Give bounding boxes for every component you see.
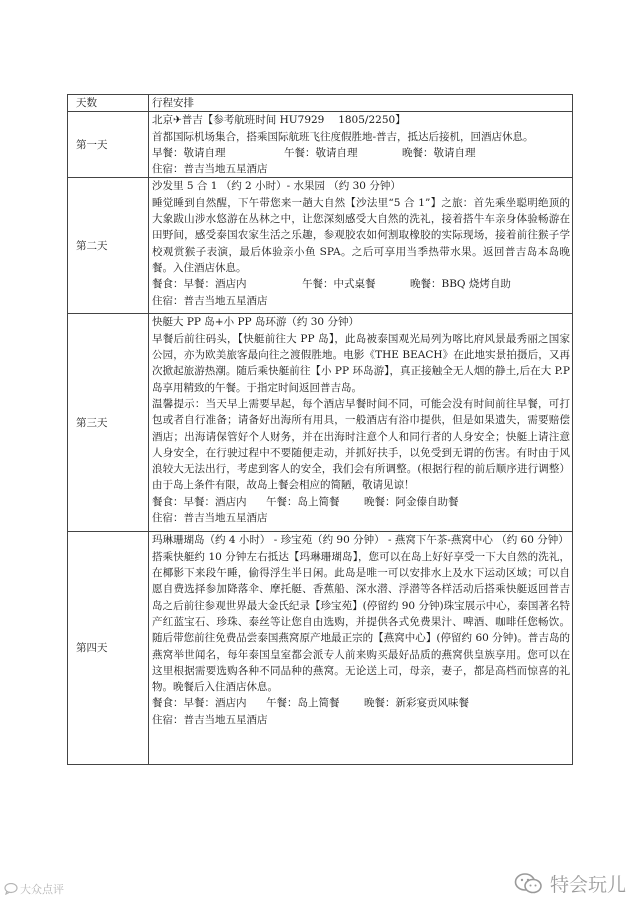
itinerary-page (67, 94, 573, 765)
breakfast: 餐食：早餐：酒店内 (152, 697, 247, 710)
day-label: 第三天 (68, 314, 149, 532)
dinner: 晚餐：阿金傣自助餐 (364, 495, 459, 508)
lunch: 午餐：敬请自理 (284, 146, 358, 159)
breakfast: 餐食：早餐：酒店内 (152, 495, 247, 508)
day-label: 第四天 (68, 532, 149, 765)
meals-line (152, 695, 570, 711)
header-day: 天数 (68, 95, 149, 112)
day-plan (149, 314, 573, 532)
table-row (68, 112, 573, 178)
brand-watermark (514, 870, 626, 897)
brand-watermark-text: 特会玩儿 (549, 874, 626, 896)
day-description: 早餐后前往码头，【快艇前往大 PP 岛】，此岛被泰国观光局列为喀比府风景最秀丽之国家公园，亦为欧美旅客最向往之渡假胜地。电影《THE BEACH》在此地实景拍摄后，又再次掀起旅游热潮。随后乘快艇前往【小 PP 环岛游】，真正接触全无人烟的静土,后在大 P.P 岛享用精致的午餐。于指定时间返回普吉岛。 (152, 332, 570, 394)
day-plan (149, 532, 573, 765)
day-description: 睡觉睡到自然醒，下午带您来一趟大自然【沙法里“5 合 1”】之旅：首先乘坐聪明绝顶的大象跋山涉水悠游在丛林之中，让您深刻感受大自然的洗礼，接着搭牛车亲身体验畅游在田野间，感受泰国农家生活之乐趣，参观胶农如何割取橡胶的实际现场，接着前往猴子学校观赏猴子表演，最后体验亲小鱼 SPA。之后可享用当季热带水果。返回普吉岛本岛晚餐。入住酒店休息。 (152, 196, 570, 274)
table-row (68, 314, 573, 532)
day-plan (149, 112, 573, 178)
table-row (68, 532, 573, 765)
day-title: 北京✈普吉【参考航班时间 HU7929 1805/2250】 (152, 114, 406, 127)
meals-line (152, 494, 570, 510)
dinner: 晚餐：新彩宴贡风味餐 (364, 697, 469, 710)
day-plan (149, 178, 573, 314)
day-title: 玛琳珊瑚岛（约 4 小时） - 珍宝苑（约 90 分钟） - 燕窝下午茶-燕窝中心 （约 60 分钟） (152, 534, 569, 547)
day-title: 快艇大 PP 岛+小 PP 岛环游（约 30 分钟） (152, 316, 359, 329)
source-watermark-text: 大众点评 (20, 883, 64, 896)
day-label: 第一天 (68, 112, 149, 178)
breakfast: 餐食：早餐：酒店内 (152, 278, 247, 291)
hotel: 住宿：普吉当地五星酒店 (152, 713, 268, 726)
day-description: 搭乘快艇约 10 分钟左右抵达【玛琳珊瑚岛】，您可以在岛上好好享受一下大自然的洗礼，在椰影下来段午睡，偷得浮生半日闲。此岛是唯一可以安排水上及水下运动区域；可以自愿自费选择参加降落伞、摩托艇、香蕉船、深水潜、浮潜等各样活动后搭乘快艇返回普吉岛之后前往参观世界最大金氏纪录【珍宝苑】(停留约 90 分钟)珠宝展示中心，泰国著名特产红蓝宝石、珍珠、泰丝等让您自由选购，并提供各式免费果汁、啤酒、咖啡任您畅饮。随后带您前往免费品尝泰国燕窝原产地最正宗的【燕窝中心】(停留约 60 分钟)。普吉岛的燕窝举世闻名，每年泰国皇室都会派专人前来购买最好品质的燕窝供皇族享用。您可以在这里根据需要选购各种不同品种的燕窝。无论送上司，母亲，妻子，都是高档而惊喜的礼物。晚餐后入住酒店休息。 (152, 550, 570, 694)
meals-line (152, 276, 570, 292)
lunch: 午餐：岛上简餐 (266, 495, 340, 508)
dinner: 晚餐：BBQ 烧烤自助 (410, 278, 511, 291)
hotel: 住宿：普吉当地五星酒店 (152, 294, 268, 307)
day-label: 第二天 (68, 178, 149, 314)
day-description: 首都国际机场集合，搭乘国际航班飞往度假胜地-普吉，抵达后接机，回酒店休息。 (152, 130, 534, 143)
lunch: 午餐：岛上简餐 (266, 697, 340, 710)
itinerary-table (67, 94, 573, 765)
day-title: 沙发里 5 合 1 （约 2 小时）- 水果园 （约 30 分钟） (152, 180, 401, 193)
hotel: 住宿：普吉当地五星酒店 (152, 163, 268, 176)
dinner: 晚餐：敬请自理 (402, 146, 476, 159)
table-row (68, 178, 573, 314)
meals-line (152, 145, 570, 161)
lunch: 午餐：中式桌餐 (302, 278, 376, 291)
header-plan: 行程安排 (149, 95, 573, 112)
wechat-icon (514, 872, 544, 896)
table-header-row (68, 95, 573, 112)
hotel: 住宿：普吉当地五星酒店 (152, 512, 268, 525)
source-watermark (4, 881, 64, 897)
day-note: 温馨提示：当天早上需要早起，每个酒店早餐时间不同，可能会没有时间前往早餐，可打包或者自行准备；请备好出海所有用具，一般酒店有浴巾提供，但是如果遗失，需要赔偿酒店；出海请保管好个人财务，并在出海时注意个人和同行者的人身安全；快艇上请注意人身安全，在行驶过程中不要随便走动，并抓好扶手，以免受到无谓的伤害。有时由于风浪较大无法出行，考虑到客人的安全，我们会有所调整。(根据行程的前后顺序进行调整）由于岛上条件有限，故岛上餐会相应的简陋，敬请见谅！ (152, 397, 570, 492)
speech-bubble-icon (4, 883, 18, 895)
breakfast: 早餐：敬请自理 (152, 146, 226, 159)
